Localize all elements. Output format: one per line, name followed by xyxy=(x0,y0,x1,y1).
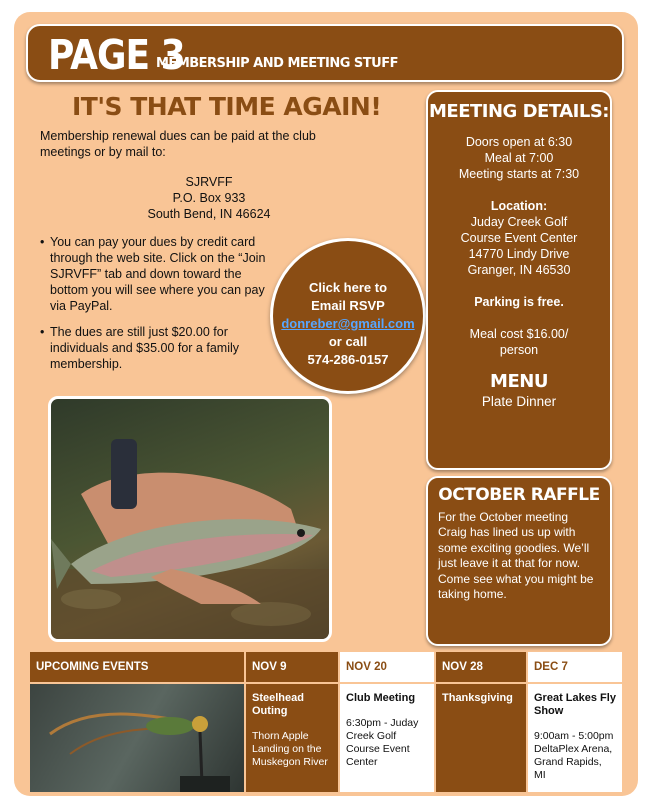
address-line-2: P.O. Box 933 xyxy=(172,191,246,205)
bullet-dues xyxy=(40,324,270,372)
location-line: Course Event Center xyxy=(460,231,578,245)
events-header: UPCOMING EVENTS xyxy=(30,652,244,682)
upcoming-events-table xyxy=(30,652,622,792)
newsletter-page xyxy=(14,12,638,796)
mailing-address xyxy=(114,174,304,222)
menu-title: MENU xyxy=(490,371,548,392)
meal-cost-line: Meal cost $16.00/ xyxy=(469,327,569,341)
rsvp-line-3: or call xyxy=(328,334,368,349)
raffle-title: OCTOBER RAFFLE xyxy=(438,485,600,505)
address-line-3: South Bend, IN 46624 xyxy=(147,207,271,221)
fly-lure-photo xyxy=(30,684,244,792)
bullet-text: The dues are still just $20.00 for individuals and $35.00 for a family membership. xyxy=(50,325,240,371)
event-details: 9:00am - 5:00pm DeltaPlex Arena, Grand Rapids, MI xyxy=(534,730,614,781)
event-title: Club Meeting xyxy=(346,692,416,704)
section-headline: IT'S THAT TIME AGAIN! xyxy=(72,92,382,121)
fly-lure-illustration xyxy=(30,684,244,792)
menu-item: Plate Dinner xyxy=(481,394,557,409)
meeting-details-box xyxy=(426,90,612,470)
meeting-location xyxy=(428,198,610,278)
bullet-text: You can pay your dues by credit card through the web site. Click on the “Join SJRVFF” tab and down toward the bottom you will see where you can pay via PayPal. xyxy=(50,235,266,313)
bullet-paypal xyxy=(40,234,282,314)
event-nov20 xyxy=(340,684,434,792)
meeting-time: Meeting starts at 7:30 xyxy=(458,167,580,181)
location-line: 14770 Lindy Drive xyxy=(468,247,570,261)
bullet-dot: • xyxy=(40,325,45,339)
parking-info: Parking is free. xyxy=(474,295,564,309)
event-title: Thanksgiving xyxy=(442,692,513,704)
page-title: PAGE 3 xyxy=(48,32,185,80)
event-dec7 xyxy=(528,684,622,792)
event-nov9 xyxy=(246,684,338,792)
event-date-nov9: NOV 9 xyxy=(246,652,338,682)
trout-illustration xyxy=(51,399,332,642)
event-date-nov28: NOV 28 xyxy=(436,652,526,682)
address-line-1: SJRVFF xyxy=(185,175,233,189)
event-title: Steelhead Outing xyxy=(252,692,304,717)
rsvp-circle[interactable] xyxy=(270,238,426,394)
raffle-text: For the October meeting Craig has lined us up with some exciting goodies. We’ll just leave it at that for now. Come see what you might be taking home. xyxy=(438,509,594,601)
rsvp-line-1: Click here to xyxy=(308,280,388,295)
october-raffle-box xyxy=(426,476,612,646)
location-line: Juday Creek Golf xyxy=(470,215,568,229)
page-subtitle: MEMBERSHIP AND MEETING STUFF xyxy=(156,56,398,71)
meeting-time: Meal at 7:00 xyxy=(484,151,554,165)
location-line: Granger, IN 46530 xyxy=(467,263,571,277)
meal-cost xyxy=(428,326,610,358)
event-date-nov20: NOV 20 xyxy=(340,652,434,682)
bullet-dot: • xyxy=(40,235,45,249)
membership-intro: Membership renewal dues can be paid at the club meetings or by mail to: xyxy=(40,129,316,159)
event-date-dec7: DEC 7 xyxy=(528,652,622,682)
event-nov28 xyxy=(436,684,526,792)
event-details: 6:30pm - Juday Creek Golf Course Event Center xyxy=(346,717,419,768)
rsvp-email-link[interactable]: donreber@gmail.com xyxy=(281,316,415,331)
meal-cost-line: person xyxy=(499,343,539,357)
page-banner xyxy=(26,24,624,82)
rsvp-phone: 574-286-0157 xyxy=(307,352,389,367)
meeting-time: Doors open at 6:30 xyxy=(465,135,573,149)
meeting-details-title: MEETING DETAILS: xyxy=(429,101,609,122)
rsvp-line-2: Email RSVP xyxy=(311,298,385,313)
location-label: Location: xyxy=(490,199,548,213)
trout-photo xyxy=(48,396,332,642)
meeting-times xyxy=(428,134,610,182)
event-details: Thorn Apple Landing on the Muskegon River xyxy=(252,730,328,768)
event-title: Great Lakes Fly Show xyxy=(534,692,616,717)
